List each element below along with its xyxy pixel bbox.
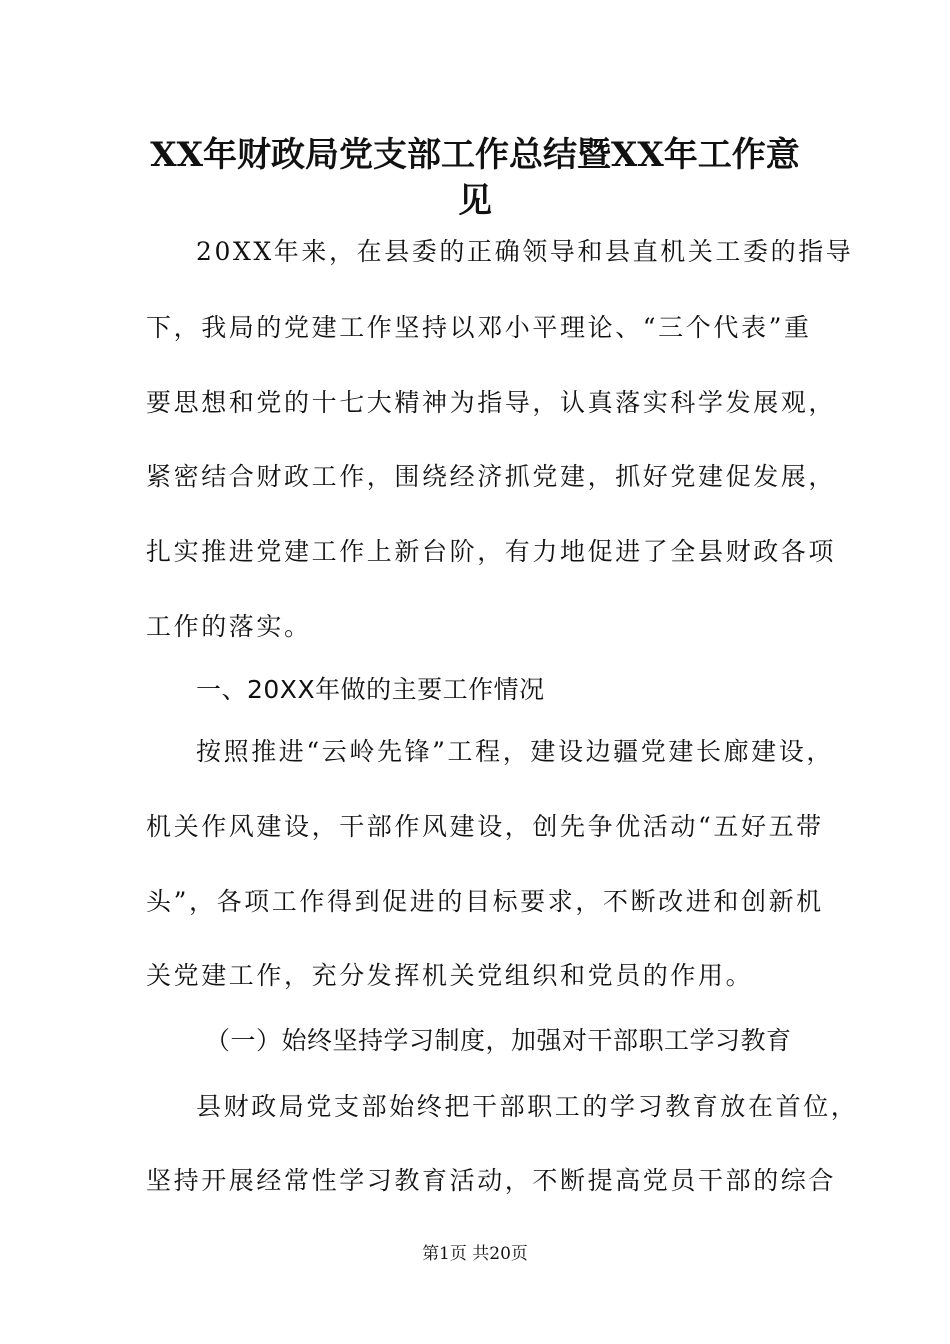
paragraph-line-5: 扎实推进党建工作上新台阶，有力地促进了全县财政各项 <box>146 537 837 566</box>
paragraph-line-3: 要思想和党的十七大精神为指导，认真落实科学发展观， <box>146 388 837 417</box>
paragraph-line-2: 下，我局的党建工作坚持以邓小平理论、“三个代表”重 <box>146 313 812 342</box>
paragraph-line-7: 按照推进“云岭先锋”工程，建设边疆党建长廊建设， <box>196 737 834 766</box>
page-footer: 第1页 共20页 <box>422 1244 528 1264</box>
paragraph-line-10: 关党建工作，充分发挥机关党组织和党员的作用。 <box>146 961 754 990</box>
document-title-line-2: 见 <box>458 181 492 221</box>
paragraph-line-1: 20XX年来，在县委的正确领导和县直机关工委的指导 <box>196 237 854 266</box>
paragraph-line-9: 头”，各项工作得到促进的目标要求，不断改进和创新机 <box>146 887 824 916</box>
section-heading-1: 一、20XX年做的主要工作情况 <box>196 675 545 704</box>
paragraph-line-11: 县财政局党支部始终把干部职工的学习教育放在首位， <box>196 1092 859 1121</box>
subsection-heading-1: （一）始终坚持学习制度，加强对干部职工学习教育 <box>205 1026 792 1055</box>
paragraph-line-4: 紧密结合财政工作，围绕经济抓党建，抓好党建促发展， <box>146 462 837 491</box>
paragraph-line-6: 工作的落实。 <box>146 612 312 641</box>
paragraph-line-8: 机关作风建设，干部作风建设，创先争优活动“五好五带 <box>146 812 824 841</box>
document-title-line-1: XX年财政局党支部工作总结暨XX年工作意 <box>150 135 800 175</box>
paragraph-line-12: 坚持开展经常性学习教育活动，不断提高党员干部的综合 <box>146 1166 837 1195</box>
